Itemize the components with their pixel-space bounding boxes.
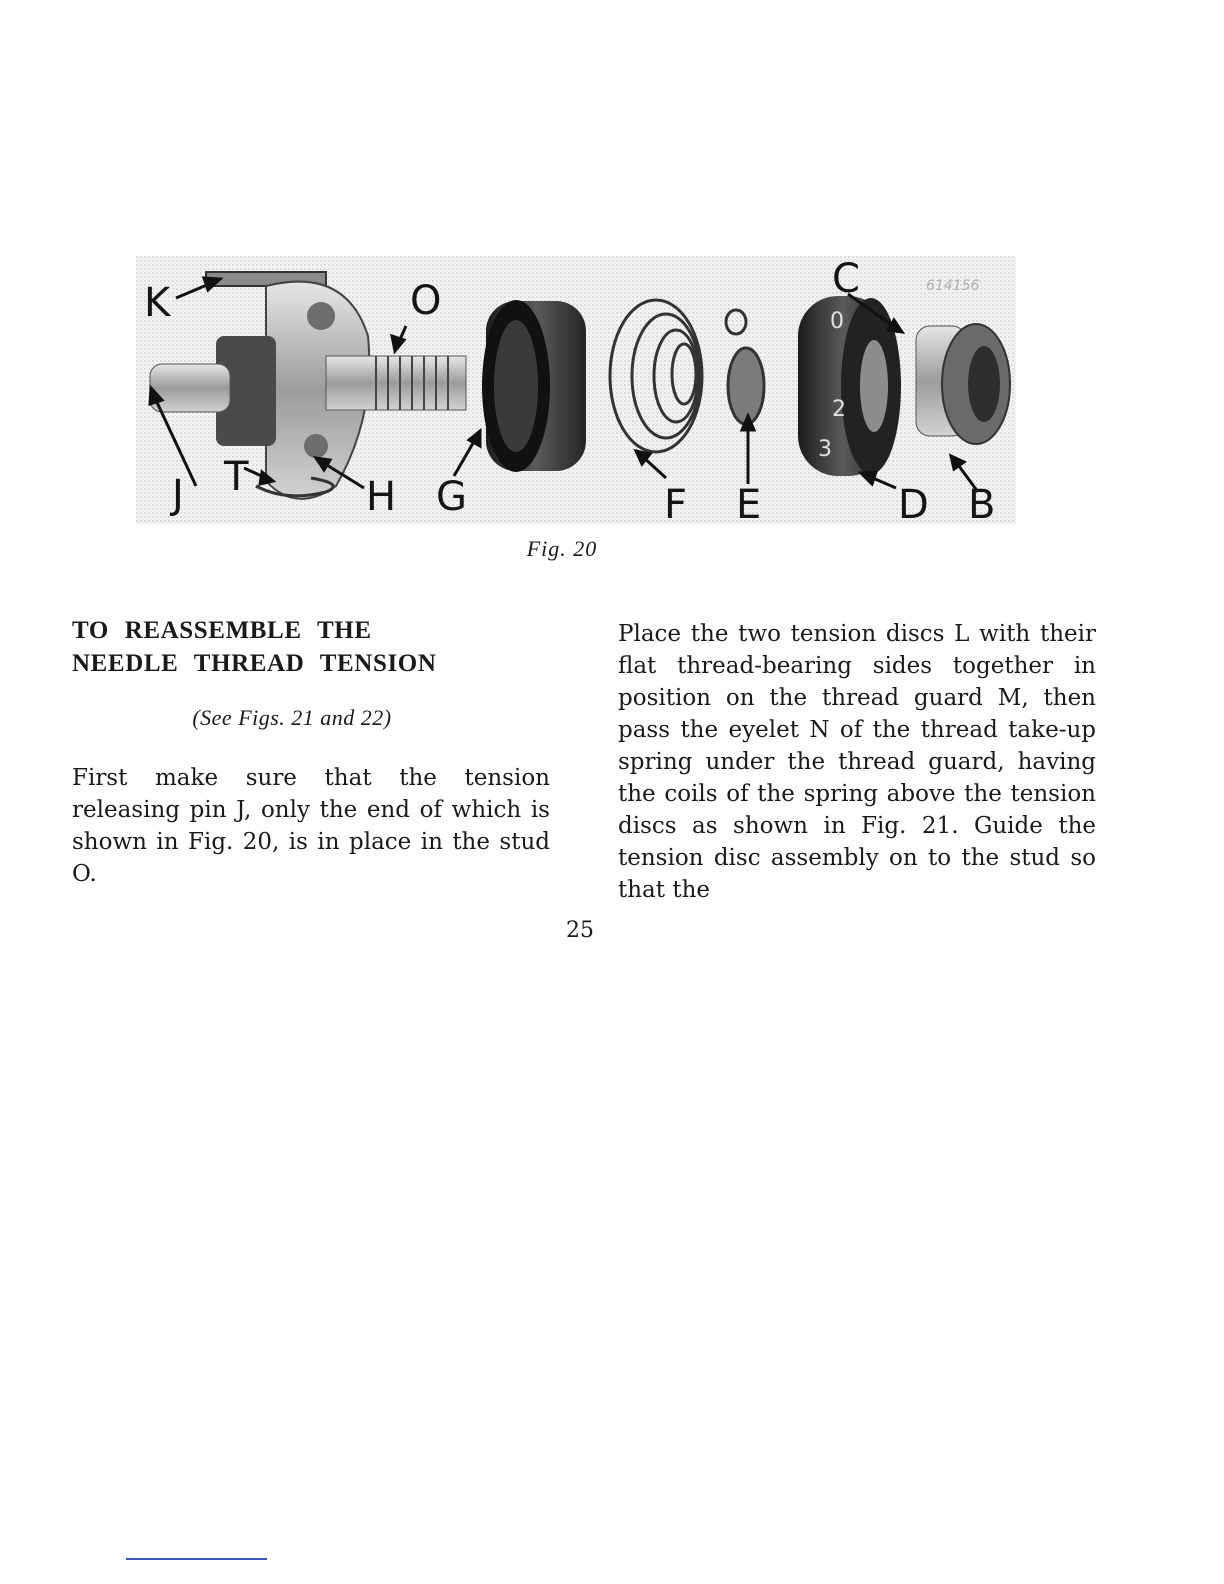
- label-k: K: [144, 280, 171, 326]
- see-figures-reference: (See Figs. 21 and 22): [192, 705, 392, 730]
- figure-caption: Fig. 20: [526, 536, 598, 561]
- stamp-text: 614156: [926, 278, 980, 294]
- right-column: [618, 618, 1096, 906]
- label-b: B: [968, 482, 996, 524]
- label-e: E: [736, 482, 762, 524]
- label-c: C: [832, 256, 860, 302]
- heading-line-1: TO REASSEMBLE THE: [72, 617, 372, 644]
- label-g: G: [436, 474, 467, 520]
- heading-line-2: NEEDLE THREAD TENSION: [72, 650, 437, 677]
- figure-20-photo: [136, 256, 1016, 524]
- left-column: [72, 614, 550, 890]
- dial-number-3: 3: [818, 437, 832, 462]
- page-number: 25: [566, 918, 594, 943]
- dial-number-0: 0: [830, 309, 844, 334]
- label-f: F: [664, 482, 688, 524]
- label-h: H: [366, 474, 397, 520]
- right-paragraph: Place the two tension discs L with their flat thread-bearing sides together in position on the thread guard M, then pass the eyelet N of the thread take-up spring under the thread guard, having the coils of the spring above the tension discs as shown in Fig. 21. Guide the tension disc assembly on to the stud so that the: [618, 621, 1096, 903]
- footnote-rule: [126, 1558, 267, 1560]
- label-j: J: [172, 472, 184, 518]
- label-o: O: [410, 278, 442, 324]
- label-t: T: [224, 454, 249, 500]
- section-heading: [72, 614, 550, 680]
- label-d: D: [898, 482, 929, 524]
- left-paragraph: First make sure that the tension releasing pin J, only the end of which is shown in Fig. 20, is in place in the stud O.: [72, 765, 550, 887]
- dial-number-2: 2: [832, 397, 846, 422]
